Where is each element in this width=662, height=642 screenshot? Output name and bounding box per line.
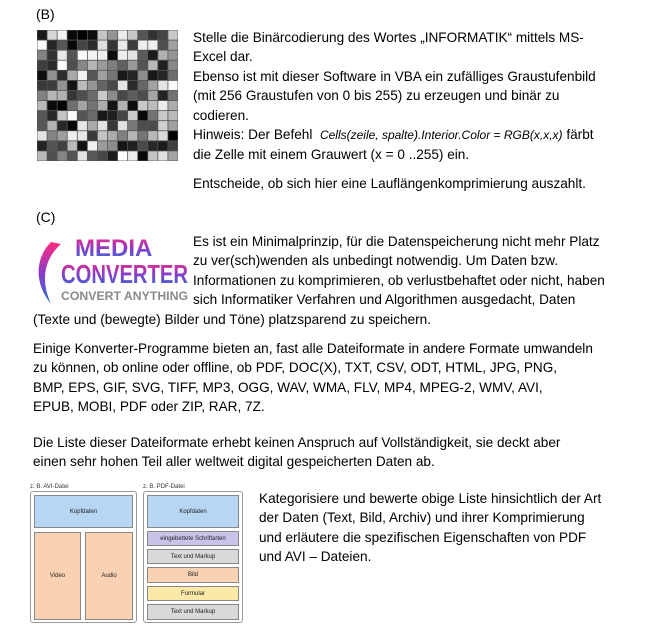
gray-cell [98, 101, 107, 110]
gray-cell [58, 121, 67, 130]
gray-cell [168, 121, 177, 130]
gray-cell [168, 30, 177, 39]
gray-cell [58, 91, 67, 100]
gray-cell [158, 71, 167, 80]
hint-line [193, 125, 653, 145]
gray-cell [37, 40, 46, 49]
gray-cell [168, 61, 177, 70]
gray-cell [88, 121, 97, 130]
gray-cell [47, 71, 56, 80]
para1-line: zu ver(sch)wenden als unbedingt notwendig. Um Daten bzw. [193, 253, 558, 269]
gray-cell [78, 131, 87, 140]
gray-cell [128, 71, 137, 80]
gray-cell [148, 30, 157, 39]
gray-cell [148, 151, 157, 160]
gray-cell [68, 151, 77, 160]
pdf-diagram [143, 491, 243, 623]
grayscale-image [37, 30, 178, 161]
gray-cell [138, 121, 147, 130]
avi-video-block: Video [34, 532, 81, 620]
gray-cell [88, 81, 97, 90]
gray-cell [158, 141, 167, 150]
gray-cell [88, 61, 97, 70]
gray-cell [78, 111, 87, 120]
gray-cell [88, 30, 97, 39]
gray-cell [78, 40, 87, 49]
gray-cell [138, 131, 147, 140]
gray-cell [128, 121, 137, 130]
gray-cell [158, 91, 167, 100]
section-b-line: Ebenso ist mit dieser Software in VBA ein zufälliges Graustufenbild [193, 68, 596, 84]
section-b-line: Stelle die Binärcodierung des Wortes „INFORMATIK“ mittels MS- [193, 30, 584, 45]
gray-cell [68, 81, 77, 90]
gray-cell [37, 91, 46, 100]
gray-cell [47, 40, 56, 49]
section-b-line: Excel dar. [193, 49, 253, 65]
gray-cell [118, 111, 127, 120]
gray-cell [37, 101, 46, 110]
gray-cell [108, 61, 117, 70]
logo-line1: MEDIA [75, 235, 153, 262]
gray-cell [37, 51, 46, 60]
gray-cell [168, 151, 177, 160]
gray-cell [37, 30, 46, 39]
gray-cell [158, 131, 167, 140]
gray-cell [88, 101, 97, 110]
para1-last-line: (Texte und (bewegte) Bilder und Töne) platzsparend zu speichern. [33, 312, 431, 327]
gray-cell [148, 51, 157, 60]
gray-cell [78, 141, 87, 150]
gray-cell [37, 71, 46, 80]
gray-cell [68, 51, 77, 60]
gray-cell [158, 111, 167, 120]
gray-cell [138, 61, 147, 70]
section-c-para3 [33, 433, 658, 472]
gray-cell [128, 30, 137, 39]
gray-cell [128, 40, 137, 49]
gray-cell [37, 151, 46, 160]
para2-line: Einige Konverter-Programme bieten an, fast alle Dateiformate in andere Formate umwandeln [33, 341, 593, 356]
gray-cell [47, 101, 56, 110]
gray-cell [168, 71, 177, 80]
gray-cell [68, 121, 77, 130]
gray-cell [128, 151, 137, 160]
gray-cell [138, 40, 147, 49]
para3-line: einen sehr hohen Teil aller weltweit digital gespeicherten Daten ab. [33, 454, 435, 470]
gray-cell [118, 71, 127, 80]
gray-cell [68, 30, 77, 39]
gray-cell [88, 131, 97, 140]
gray-cell [148, 71, 157, 80]
gray-cell [88, 91, 97, 100]
gray-cell [108, 71, 117, 80]
gray-cell [88, 111, 97, 120]
gray-cell [158, 30, 167, 39]
avi-diagram [30, 491, 137, 623]
pdf-caption: z. B. PDF-Datei [143, 484, 185, 490]
gray-cell [118, 61, 127, 70]
para2-line: zu können, ob online oder offline, ob PDF, DOC(X), TXT, CSV, ODT, HTML, JPG, PNG, [33, 360, 558, 376]
task-line: Kategorisiere und bewerte obige Liste hinsichtlich der Art [259, 491, 602, 506]
section-b-line: (mit 256 Graustufen von 0 bis 255) zu erzeugen und binär zu [193, 88, 560, 104]
logo-swoosh [39, 242, 61, 304]
gray-cell [58, 30, 67, 39]
gray-cell [98, 121, 107, 130]
gray-cell [108, 81, 117, 90]
gray-cell [118, 91, 127, 100]
gray-cell [47, 51, 56, 60]
para3-line: Die Liste dieser Dateiformate erhebt keinen Anspruch auf Vollständigkeit, sie deckt aber [33, 435, 561, 450]
gray-cell [168, 131, 177, 140]
section-b-text [193, 28, 653, 193]
gray-cell [158, 121, 167, 130]
gray-cell [118, 101, 127, 110]
hint-line-2: die Zelle mit einem Grauwert (x = 0 ..255) ein. [193, 147, 470, 163]
gray-cell [78, 51, 87, 60]
gray-cell [68, 101, 77, 110]
gray-cell [158, 51, 167, 60]
gray-cell [108, 91, 117, 100]
gray-cell [128, 61, 137, 70]
gray-cell [58, 151, 67, 160]
hint-suffix: färbt [566, 127, 594, 143]
gray-cell [98, 91, 107, 100]
gray-cell [78, 30, 87, 39]
gray-cell [98, 131, 107, 140]
gray-cell [148, 91, 157, 100]
gray-cell [68, 61, 77, 70]
avi-header-block: Kopfdaten [34, 495, 133, 528]
gray-cell [168, 141, 177, 150]
gray-cell [168, 101, 177, 110]
gray-cell [88, 141, 97, 150]
gray-cell [37, 61, 46, 70]
gray-cell [78, 151, 87, 160]
gray-cell [108, 151, 117, 160]
para2-line: EPUB, MOBI, PDF oder ZIP, RAR, 7Z. [33, 399, 265, 415]
section-c-para2 [33, 339, 658, 417]
gray-cell [128, 51, 137, 60]
gray-cell [118, 40, 127, 49]
gray-cell [118, 131, 127, 140]
gray-cell [68, 131, 77, 140]
gray-cell [47, 141, 56, 150]
gray-cell [148, 101, 157, 110]
gray-cell [128, 141, 137, 150]
gray-cell [88, 40, 97, 49]
gray-cell [88, 51, 97, 60]
gray-cell [37, 141, 46, 150]
gray-cell [58, 51, 67, 60]
gray-cell [98, 71, 107, 80]
gray-cell [168, 91, 177, 100]
pdf-block-header: Kopfdaten [147, 495, 239, 528]
gray-cell [58, 81, 67, 90]
gray-cell [98, 81, 107, 90]
gray-cell [138, 30, 147, 39]
gray-cell [58, 141, 67, 150]
logo-line3: CONVERT ANYTHING [61, 289, 188, 303]
gray-cell [98, 61, 107, 70]
gray-cell [98, 51, 107, 60]
gray-cell [98, 40, 107, 49]
gray-cell [108, 141, 117, 150]
media-converter-logo [31, 232, 189, 312]
para1-line: Es ist ein Minimalprinzip, für die Datenspeicherung nicht mehr Platz [193, 234, 600, 249]
gray-cell [68, 91, 77, 100]
gray-cell [88, 71, 97, 80]
gray-cell [128, 91, 137, 100]
gray-cell [138, 141, 147, 150]
gray-cell [58, 40, 67, 49]
section-c-label: (C) [36, 209, 56, 225]
task-line: und erläutere die spezifischen Eigenschaften von PDF [259, 529, 587, 545]
pdf-block-image: Bild [147, 567, 239, 583]
para2-line: BMP, EPS, GIF, SVG, TIFF, MP3, OGG, WAV, WMA, FLV, MP4, MPEG-2, WMV, AVI, [33, 379, 543, 395]
gray-cell [168, 111, 177, 120]
task-line: und AVI – Dateien. [259, 549, 372, 565]
gray-cell [68, 141, 77, 150]
gray-cell [47, 91, 56, 100]
gray-cell [138, 111, 147, 120]
gray-cell [37, 131, 46, 140]
hint-prefix: Hinweis: Der Befehl [193, 127, 313, 143]
gray-cell [68, 71, 77, 80]
gray-cell [88, 151, 97, 160]
gray-cell [47, 30, 56, 39]
gray-cell [128, 101, 137, 110]
gray-cell [98, 30, 107, 39]
gray-cell [148, 121, 157, 130]
gray-cell [58, 71, 67, 80]
gray-cell [47, 121, 56, 130]
gray-cell [68, 40, 77, 49]
gray-cell [158, 81, 167, 90]
avi-audio-block: Audio [85, 532, 133, 620]
gray-cell [138, 71, 147, 80]
gray-cell [78, 71, 87, 80]
gray-cell [148, 141, 157, 150]
gray-cell [68, 111, 77, 120]
gray-cell [148, 131, 157, 140]
gray-cell [47, 81, 56, 90]
gray-cell [118, 81, 127, 90]
gray-cell [158, 40, 167, 49]
avi-caption: z. B. AVI-Datei [30, 484, 69, 490]
section-b-label: (B) [36, 6, 55, 22]
gray-cell [58, 101, 67, 110]
pdf-block-form: Formular [147, 586, 239, 601]
gray-cell [78, 81, 87, 90]
gray-cell [37, 121, 46, 130]
gray-cell [78, 91, 87, 100]
gray-cell [148, 111, 157, 120]
gray-cell [118, 121, 127, 130]
gray-cell [108, 51, 117, 60]
gray-cell [108, 101, 117, 110]
gray-cell [47, 111, 56, 120]
gray-cell [118, 151, 127, 160]
section-b-line: codieren. [193, 107, 249, 123]
pdf-block-fonts: eingebettete Schriftarten [147, 531, 239, 546]
gray-cell [128, 81, 137, 90]
pdf-block-text-markup-2: Text und Markup [147, 604, 239, 620]
gray-cell [128, 131, 137, 140]
logo-line2: CONVERTER [61, 259, 189, 289]
gray-cell [148, 81, 157, 90]
gray-cell [168, 51, 177, 60]
gray-cell [58, 131, 67, 140]
gray-cell [168, 81, 177, 90]
gray-cell [118, 51, 127, 60]
gray-cell [108, 121, 117, 130]
gray-cell [37, 81, 46, 90]
gray-cell [138, 51, 147, 60]
task-line: der Daten (Text, Bild, Archiv) und ihrer Komprimierung [259, 510, 585, 526]
gray-cell [118, 141, 127, 150]
section-c-task [259, 489, 659, 567]
gray-cell [37, 111, 46, 120]
gray-cell [128, 111, 137, 120]
gray-cell [108, 131, 117, 140]
gray-cell [47, 151, 56, 160]
gray-cell [158, 61, 167, 70]
gray-cell [47, 131, 56, 140]
gray-cell [58, 111, 67, 120]
gray-cell [118, 30, 127, 39]
gray-cell [148, 61, 157, 70]
gray-cell [78, 101, 87, 110]
para1-line: Informationen zu komprimieren, ob verlustbehaftet oder nicht, haben [193, 272, 605, 288]
gray-cell [138, 151, 147, 160]
gray-cell [138, 81, 147, 90]
gray-cell [168, 40, 177, 49]
hint-code: Cells(zeile, spalte).Interior.Color = RGB(x,x,x) [319, 128, 563, 143]
section-c-para1 [193, 232, 653, 310]
gray-cell [47, 61, 56, 70]
gray-cell [98, 111, 107, 120]
gray-cell [158, 101, 167, 110]
gray-cell [78, 121, 87, 130]
gray-cell [108, 111, 117, 120]
gray-cell [158, 151, 167, 160]
gray-cell [138, 91, 147, 100]
gray-cell [98, 141, 107, 150]
gray-cell [98, 151, 107, 160]
gray-cell [148, 40, 157, 49]
gray-cell [58, 61, 67, 70]
gray-cell [108, 40, 117, 49]
gray-cell [138, 101, 147, 110]
gray-cell [78, 61, 87, 70]
para1-line: sich Informatiker Verfahren und Algorithmen ausgedacht, Daten [193, 292, 576, 308]
decide-line: Entscheide, ob sich hier eine Lauflängenkomprimierung auszahlt. [193, 175, 586, 191]
pdf-block-text-markup: Text und Markup [147, 549, 239, 564]
gray-cell [108, 30, 117, 39]
